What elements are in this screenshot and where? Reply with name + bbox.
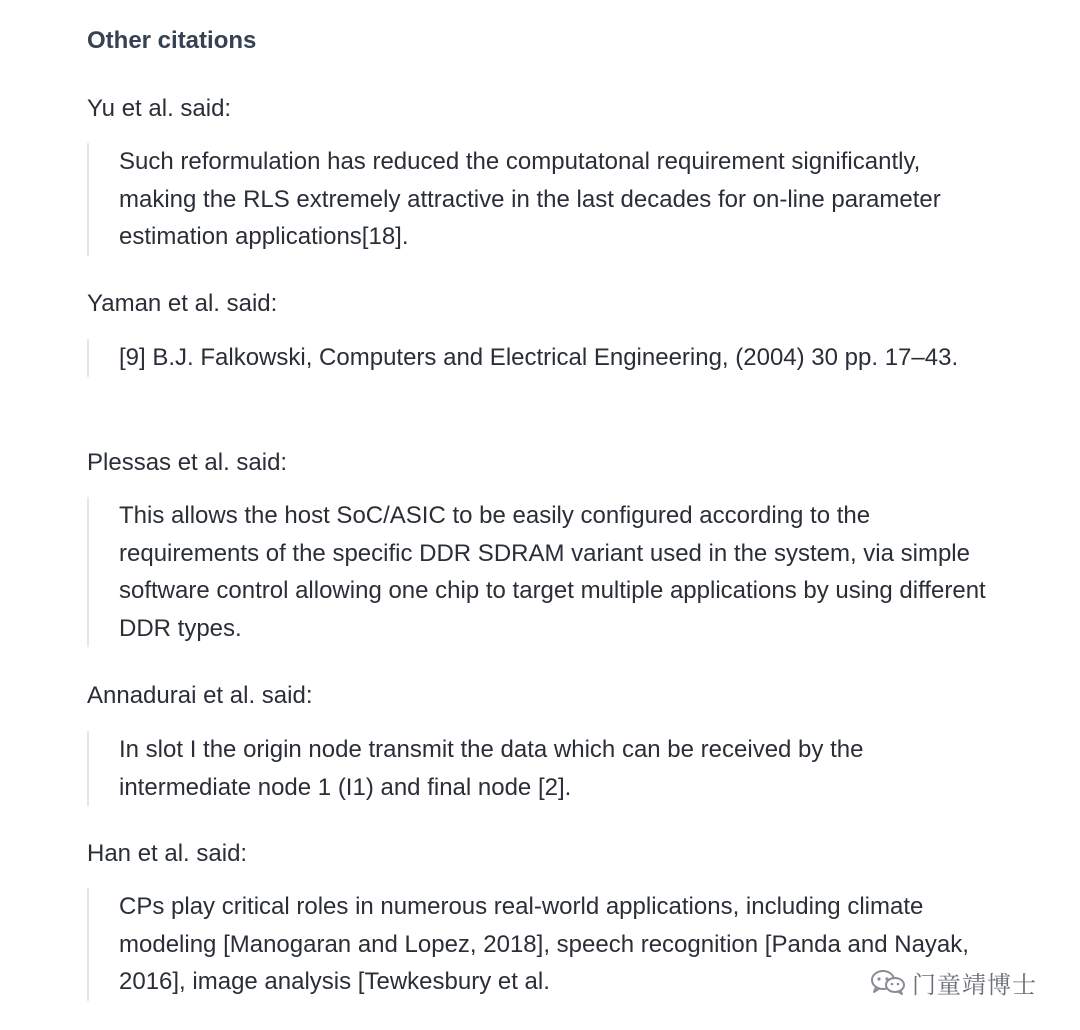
citation-speaker-annadurai: Annadurai et al. said: [87, 682, 313, 709]
quote-text: This allows the host SoC/ASIC to be easily configured according to the requirements of the specific DDR SDRAM variant used in the system, via simple software control allowing one chip to target multiple applications by using different DDR types. [119, 502, 986, 642]
citation-speaker-han: Han et al. said: [87, 840, 248, 867]
section-title: Other citations [87, 27, 257, 54]
citation-quote-plessas [87, 497, 999, 647]
quote-text: CPs play critical roles in numerous real-world applications, including climate modeling [Manogaran and Lopez, 2018], speech recognition [Panda and Nayak, 2016], image analysis [Tewkesbury et al. [119, 893, 969, 995]
wechat-icon [868, 967, 908, 997]
citation-quote-yaman [87, 339, 999, 377]
quote-text: Such reformulation has reduced the computatonal requirement significantly, making the RLS extremely attractive in the last decades for on-line parameter estimation applications[18]. [119, 148, 941, 250]
quote-text: In slot I the origin node transmit the data which can be received by the intermediate node 1 (I1) and final node [2]. [119, 736, 864, 801]
citation-quote-yu [87, 143, 999, 256]
watermark-text: 门童靖博士 [912, 970, 1037, 999]
citation-speaker-yu: Yu et al. said: [87, 95, 232, 122]
citation-speaker-plessas: Plessas et al. said: [87, 449, 288, 476]
watermark [862, 964, 1041, 1000]
quote-text: [9] B.J. Falkowski, Computers and Electrical Engineering, (2004) 30 pp. 17–43. [119, 344, 959, 371]
citation-quote-annadurai [87, 731, 999, 806]
citation-speaker-yaman: Yaman et al. said: [87, 290, 278, 317]
